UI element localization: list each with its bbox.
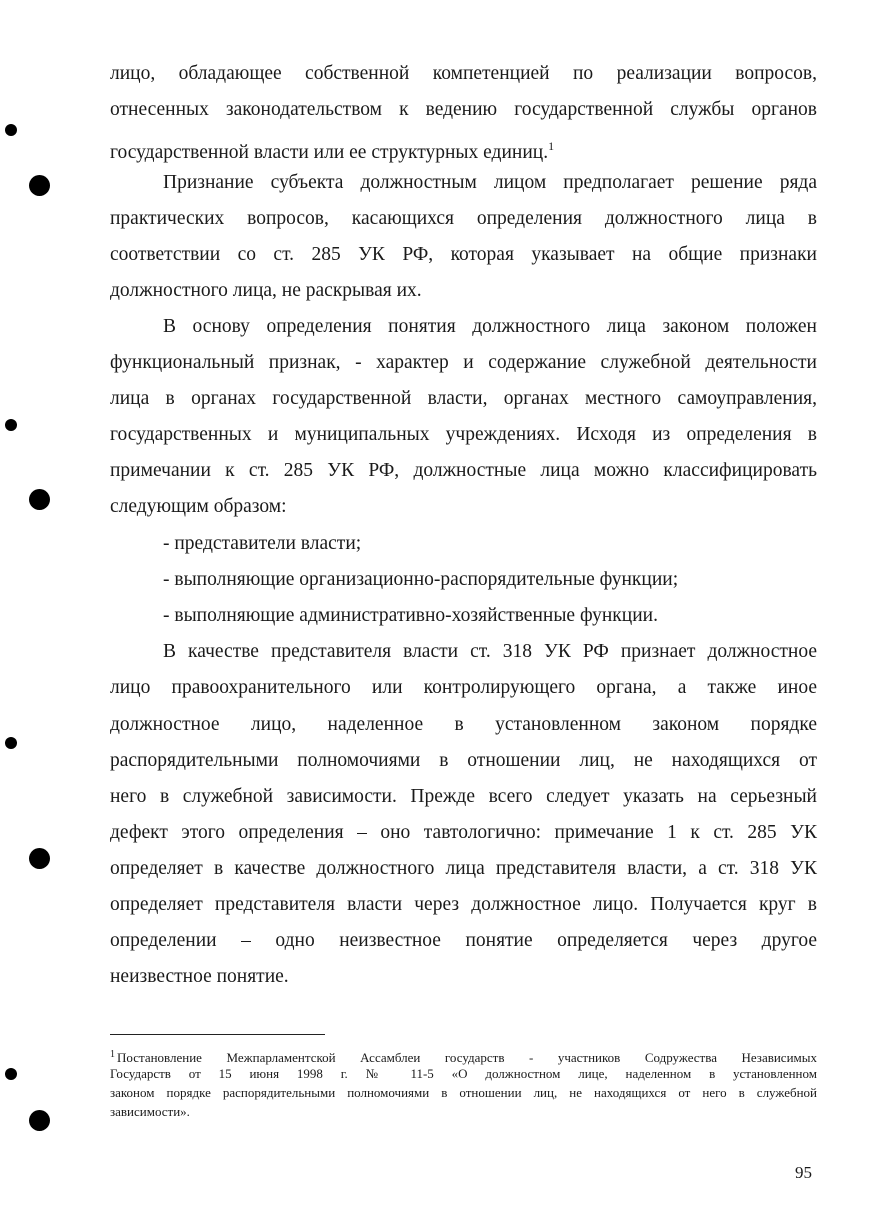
footnote-reference: 1 bbox=[548, 139, 555, 153]
punch-hole bbox=[29, 1110, 50, 1131]
text-line: соответствии со ст. 285 УК РФ, которая указывает на общие признаки bbox=[110, 244, 817, 265]
text-line: следующим образом: bbox=[110, 496, 287, 517]
page-number: 95 bbox=[795, 1163, 812, 1182]
punch-hole bbox=[29, 175, 50, 196]
text-line: определении – одно неизвестное понятие определяется через другое bbox=[110, 930, 817, 951]
footnote-line: законом порядке распорядительными полномочиями в отношении лиц, не находящихся от него в служебной bbox=[110, 1085, 817, 1100]
text-line bbox=[110, 134, 817, 165]
text-line: государственных и муниципальных учреждениях. Исходя из определения в bbox=[110, 424, 817, 445]
list-item: - выполняющие организационно-распорядительные функции; bbox=[163, 569, 679, 590]
footnote-line: зависимости». bbox=[110, 1104, 190, 1119]
text-line: неизвестное понятие. bbox=[110, 966, 289, 987]
footnote-line bbox=[110, 1047, 817, 1066]
footnote-line-content: Постановление Межпарламентской Ассамблеи государств - участников Содружества Независимых bbox=[117, 1050, 817, 1065]
text-line: лица в органах государственной власти, органах местного самоуправления, bbox=[110, 388, 817, 409]
text-line-content: государственной власти или ее структурных единиц. bbox=[110, 142, 549, 163]
punch-hole bbox=[5, 419, 17, 431]
text-line: примечании к ст. 285 УК РФ, должностные лица можно классифицировать bbox=[110, 460, 817, 481]
text-line: определяет в качестве должностного лица представителя власти, а ст. 318 УК bbox=[110, 858, 817, 879]
text-line: лицо, обладающее собственной компетенцией по реализации вопросов, bbox=[110, 63, 817, 84]
paragraph-first-line: В качестве представителя власти ст. 318 УК РФ признает должностное bbox=[163, 641, 817, 662]
text-line: распорядительными полномочиями в отношении лиц, не находящихся от bbox=[110, 750, 817, 771]
punch-hole bbox=[5, 1068, 17, 1080]
text-line: дефект этого определения – оно тавтологично: примечание 1 к ст. 285 УК bbox=[110, 822, 817, 843]
list-item: - представители власти; bbox=[163, 533, 362, 554]
punch-hole bbox=[29, 489, 50, 510]
punch-hole bbox=[5, 124, 17, 136]
text-line: практических вопросов, касающихся определения должностного лица в bbox=[110, 208, 817, 229]
text-line: должностного лица, не раскрывая их. bbox=[110, 280, 422, 301]
text-line: функциональный признак, - характер и содержание служебной деятельности bbox=[110, 352, 817, 373]
text-line: него в служебной зависимости. Прежде всего следует указать на серьезный bbox=[110, 786, 817, 807]
paragraph-first-line: Признание субъекта должностным лицом предполагает решение ряда bbox=[163, 172, 817, 193]
text-line: лицо правоохранительного или контролирующего органа, а также иное bbox=[110, 677, 817, 698]
footnote-separator bbox=[110, 1034, 325, 1035]
paragraph-first-line: В основу определения понятия должностного лица законом положен bbox=[163, 316, 817, 337]
punch-hole bbox=[29, 848, 50, 869]
footnote-line: Государств от 15 июня 1998 г. № 11-5 «О должностном лице, наделенном в установленном bbox=[110, 1066, 817, 1081]
text-line: отнесенных законодательством к ведению государственной службы органов bbox=[110, 99, 817, 120]
text-line: должностное лицо, наделенное в установленном законом порядке bbox=[110, 714, 817, 735]
list-item: - выполняющие административно-хозяйственные функции. bbox=[163, 605, 658, 626]
footnote-marker: 1 bbox=[110, 1049, 115, 1060]
punch-hole bbox=[5, 737, 17, 749]
text-line: определяет представителя власти через должностное лицо. Получается круг в bbox=[110, 894, 817, 915]
